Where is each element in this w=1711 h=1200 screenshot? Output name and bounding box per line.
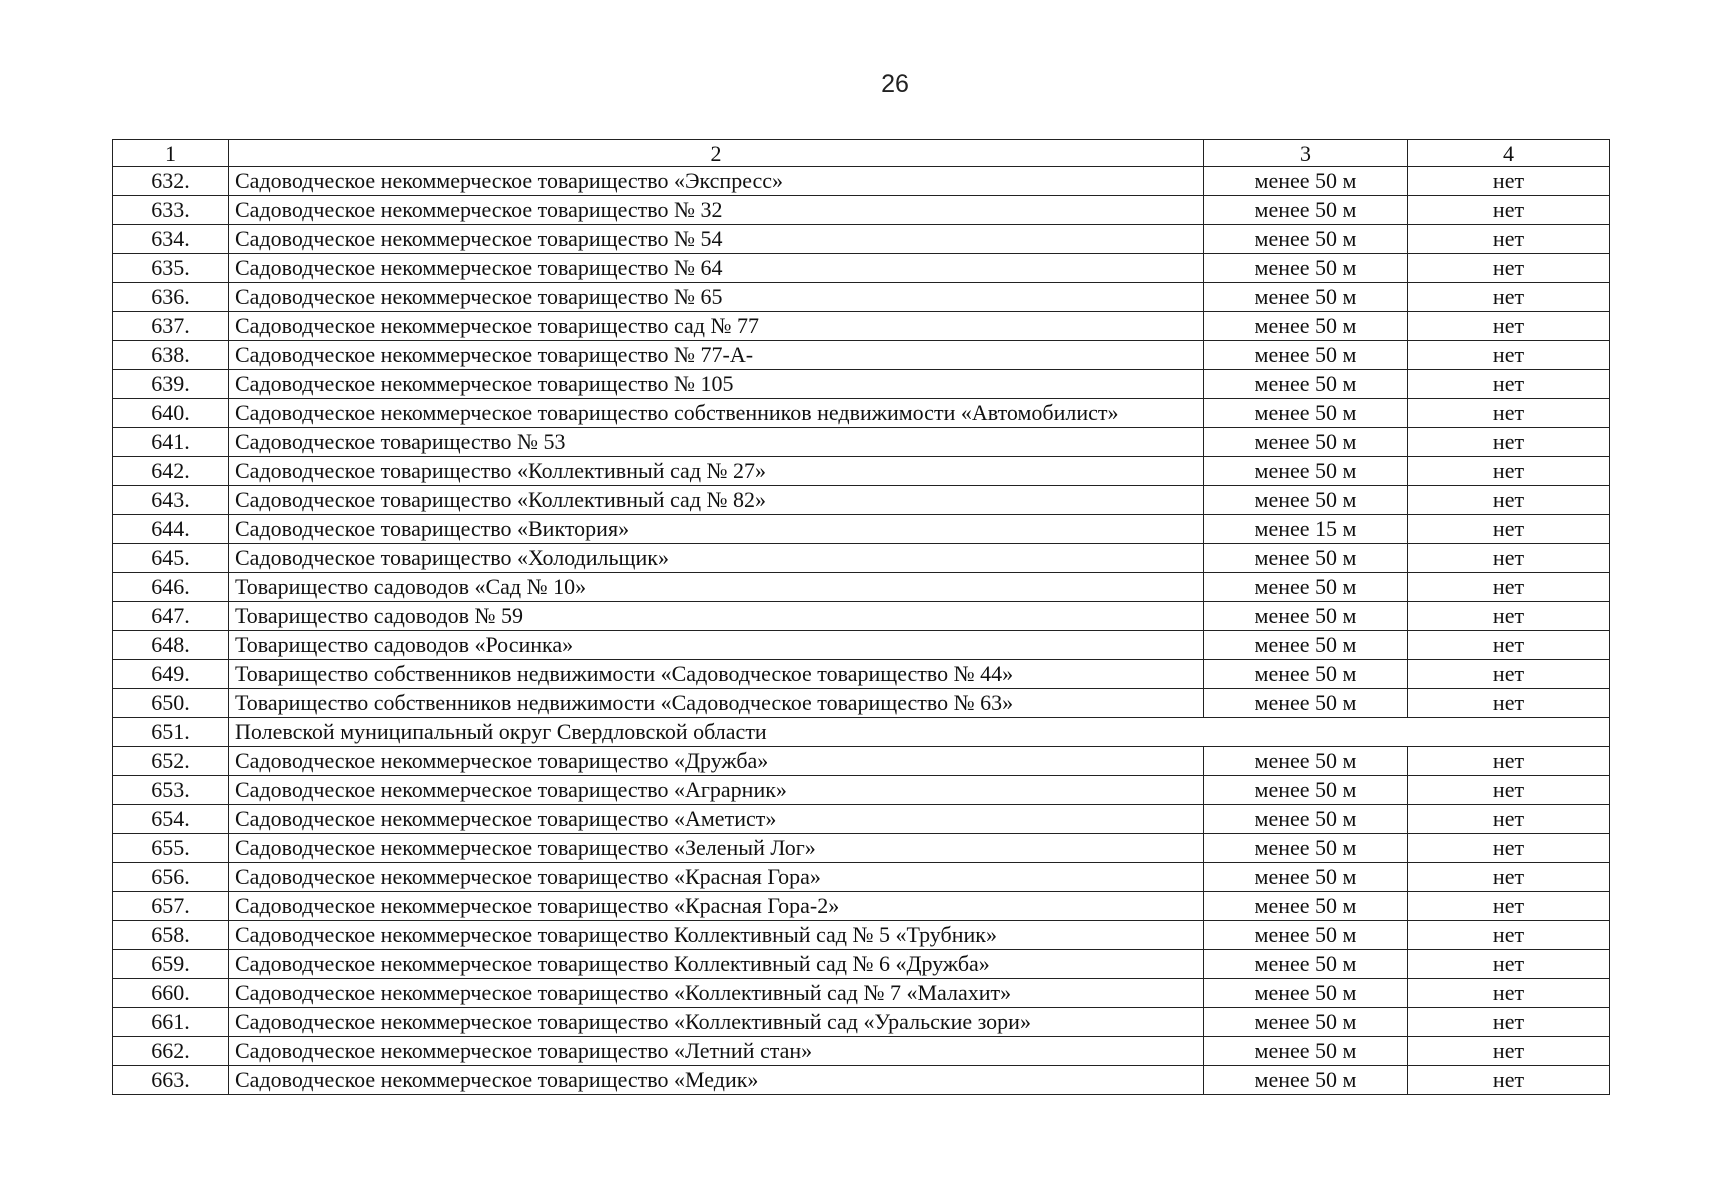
registry-table xyxy=(112,139,1610,1095)
table-row xyxy=(113,1037,1610,1066)
table-row xyxy=(113,747,1610,776)
distance-cell: менее 50 м xyxy=(1204,834,1408,863)
header-row xyxy=(113,140,1610,167)
flag-cell: нет xyxy=(1408,370,1610,399)
flag-cell: нет xyxy=(1408,196,1610,225)
distance-cell: менее 50 м xyxy=(1204,486,1408,515)
organization-name: Садоводческое некоммерческое товарищество «Медик» xyxy=(229,1066,1204,1095)
table-row xyxy=(113,341,1610,370)
distance-cell: менее 50 м xyxy=(1204,1008,1408,1037)
organization-name: Садоводческое некоммерческое товарищество «Аметист» xyxy=(229,805,1204,834)
organization-name: Садоводческое некоммерческое товарищество № 65 xyxy=(229,283,1204,312)
table-row xyxy=(113,515,1610,544)
row-number: 647. xyxy=(113,602,229,631)
row-number: 657. xyxy=(113,892,229,921)
organization-name: Садоводческое некоммерческое товарищество собственников недвижимости «Автомобилист» xyxy=(229,399,1204,428)
row-number: 644. xyxy=(113,515,229,544)
row-number: 639. xyxy=(113,370,229,399)
table-row xyxy=(113,573,1610,602)
table-row xyxy=(113,1066,1610,1095)
flag-cell: нет xyxy=(1408,283,1610,312)
row-number: 632. xyxy=(113,167,229,196)
row-number: 641. xyxy=(113,428,229,457)
distance-cell: менее 50 м xyxy=(1204,428,1408,457)
section-row xyxy=(113,718,1610,747)
organization-name: Садоводческое некоммерческое товарищество № 77-А- xyxy=(229,341,1204,370)
flag-cell: нет xyxy=(1408,254,1610,283)
organization-name: Садоводческое товарищество «Коллективный сад № 82» xyxy=(229,486,1204,515)
organization-name: Садоводческое товарищество «Коллективный сад № 27» xyxy=(229,457,1204,486)
table-row xyxy=(113,428,1610,457)
row-number: 655. xyxy=(113,834,229,863)
organization-name: Товарищество собственников недвижимости «Садоводческое товарищество № 44» xyxy=(229,660,1204,689)
organization-name: Садоводческое некоммерческое товарищество «Красная Гора» xyxy=(229,863,1204,892)
table-row xyxy=(113,1008,1610,1037)
organization-name: Садоводческое некоммерческое товарищество № 54 xyxy=(229,225,1204,254)
flag-cell: нет xyxy=(1408,602,1610,631)
distance-cell: менее 50 м xyxy=(1204,631,1408,660)
distance-cell: менее 50 м xyxy=(1204,863,1408,892)
distance-cell: менее 50 м xyxy=(1204,892,1408,921)
row-number: 636. xyxy=(113,283,229,312)
table-row xyxy=(113,805,1610,834)
flag-cell: нет xyxy=(1408,660,1610,689)
row-number: 660. xyxy=(113,979,229,1008)
row-number: 633. xyxy=(113,196,229,225)
distance-cell: менее 50 м xyxy=(1204,602,1408,631)
table-row xyxy=(113,863,1610,892)
flag-cell: нет xyxy=(1408,341,1610,370)
organization-name: Садоводческое некоммерческое товарищество Коллективный сад № 6 «Дружба» xyxy=(229,950,1204,979)
flag-cell: нет xyxy=(1408,834,1610,863)
flag-cell: нет xyxy=(1408,1008,1610,1037)
row-number: 643. xyxy=(113,486,229,515)
distance-cell: менее 50 м xyxy=(1204,1066,1408,1095)
row-number: 650. xyxy=(113,689,229,718)
table-row xyxy=(113,950,1610,979)
flag-cell: нет xyxy=(1408,399,1610,428)
table-body xyxy=(113,167,1610,1095)
section-title: Полевской муниципальный округ Свердловской области xyxy=(229,718,1610,747)
flag-cell: нет xyxy=(1408,631,1610,660)
flag-cell: нет xyxy=(1408,805,1610,834)
row-number: 649. xyxy=(113,660,229,689)
table-row xyxy=(113,892,1610,921)
organization-name: Товарищество садоводов «Росинка» xyxy=(229,631,1204,660)
distance-cell: менее 50 м xyxy=(1204,921,1408,950)
distance-cell: менее 50 м xyxy=(1204,950,1408,979)
organization-name: Садоводческое некоммерческое товарищество «Летний стан» xyxy=(229,1037,1204,1066)
table-row xyxy=(113,602,1610,631)
table-row xyxy=(113,776,1610,805)
row-number: 656. xyxy=(113,863,229,892)
table-row xyxy=(113,834,1610,863)
flag-cell: нет xyxy=(1408,573,1610,602)
distance-cell: менее 50 м xyxy=(1204,457,1408,486)
header-col-4: 4 xyxy=(1408,140,1610,167)
row-number: 651. xyxy=(113,718,229,747)
organization-name: Садоводческое некоммерческое товарищество «Аграрник» xyxy=(229,776,1204,805)
organization-name: Товарищество собственников недвижимости «Садоводческое товарищество № 63» xyxy=(229,689,1204,718)
header-col-2: 2 xyxy=(229,140,1204,167)
header-col-1: 1 xyxy=(113,140,229,167)
header-col-3: 3 xyxy=(1204,140,1408,167)
organization-name: Садоводческое товарищество «Холодильщик» xyxy=(229,544,1204,573)
organization-name: Садоводческое некоммерческое товарищество «Красная Гора-2» xyxy=(229,892,1204,921)
organization-name: Садоводческое товарищество «Виктория» xyxy=(229,515,1204,544)
distance-cell: менее 50 м xyxy=(1204,747,1408,776)
table-row xyxy=(113,544,1610,573)
page-number: 26 xyxy=(881,70,909,98)
table-row xyxy=(113,979,1610,1008)
flag-cell: нет xyxy=(1408,776,1610,805)
distance-cell: менее 50 м xyxy=(1204,776,1408,805)
row-number: 662. xyxy=(113,1037,229,1066)
distance-cell: менее 50 м xyxy=(1204,196,1408,225)
flag-cell: нет xyxy=(1408,167,1610,196)
row-number: 638. xyxy=(113,341,229,370)
organization-name: Садоводческое товарищество № 53 xyxy=(229,428,1204,457)
distance-cell: менее 50 м xyxy=(1204,225,1408,254)
row-number: 661. xyxy=(113,1008,229,1037)
table-row xyxy=(113,225,1610,254)
organization-name: Садоводческое некоммерческое товарищество № 32 xyxy=(229,196,1204,225)
organization-name: Садоводческое некоммерческое товарищество сад № 77 xyxy=(229,312,1204,341)
flag-cell: нет xyxy=(1408,950,1610,979)
table-row xyxy=(113,660,1610,689)
flag-cell: нет xyxy=(1408,544,1610,573)
distance-cell: менее 50 м xyxy=(1204,283,1408,312)
distance-cell: менее 50 м xyxy=(1204,660,1408,689)
table-row xyxy=(113,631,1610,660)
distance-cell: менее 50 м xyxy=(1204,979,1408,1008)
row-number: 658. xyxy=(113,921,229,950)
row-number: 635. xyxy=(113,254,229,283)
distance-cell: менее 50 м xyxy=(1204,341,1408,370)
distance-cell: менее 50 м xyxy=(1204,805,1408,834)
organization-name: Товарищество садоводов № 59 xyxy=(229,602,1204,631)
flag-cell: нет xyxy=(1408,863,1610,892)
row-number: 653. xyxy=(113,776,229,805)
organization-name: Садоводческое некоммерческое товарищество «Коллективный сад № 7 «Малахит» xyxy=(229,979,1204,1008)
row-number: 652. xyxy=(113,747,229,776)
distance-cell: менее 15 м xyxy=(1204,515,1408,544)
row-number: 645. xyxy=(113,544,229,573)
distance-cell: менее 50 м xyxy=(1204,370,1408,399)
table-row xyxy=(113,196,1610,225)
organization-name: Садоводческое некоммерческое товарищество «Зеленый Лог» xyxy=(229,834,1204,863)
table-row xyxy=(113,486,1610,515)
row-number: 659. xyxy=(113,950,229,979)
organization-name: Садоводческое некоммерческое товарищество № 64 xyxy=(229,254,1204,283)
distance-cell: менее 50 м xyxy=(1204,689,1408,718)
distance-cell: менее 50 м xyxy=(1204,544,1408,573)
table-row xyxy=(113,689,1610,718)
distance-cell: менее 50 м xyxy=(1204,573,1408,602)
flag-cell: нет xyxy=(1408,515,1610,544)
organization-name: Садоводческое некоммерческое товарищество «Дружба» xyxy=(229,747,1204,776)
flag-cell: нет xyxy=(1408,457,1610,486)
flag-cell: нет xyxy=(1408,428,1610,457)
row-number: 654. xyxy=(113,805,229,834)
table-row xyxy=(113,457,1610,486)
flag-cell: нет xyxy=(1408,312,1610,341)
flag-cell: нет xyxy=(1408,921,1610,950)
distance-cell: менее 50 м xyxy=(1204,1037,1408,1066)
flag-cell: нет xyxy=(1408,892,1610,921)
table-row xyxy=(113,283,1610,312)
flag-cell: нет xyxy=(1408,689,1610,718)
flag-cell: нет xyxy=(1408,486,1610,515)
row-number: 663. xyxy=(113,1066,229,1095)
distance-cell: менее 50 м xyxy=(1204,167,1408,196)
distance-cell: менее 50 м xyxy=(1204,399,1408,428)
table-row xyxy=(113,167,1610,196)
row-number: 640. xyxy=(113,399,229,428)
flag-cell: нет xyxy=(1408,1066,1610,1095)
table-row xyxy=(113,921,1610,950)
row-number: 634. xyxy=(113,225,229,254)
row-number: 646. xyxy=(113,573,229,602)
organization-name: Садоводческое некоммерческое товарищество № 105 xyxy=(229,370,1204,399)
flag-cell: нет xyxy=(1408,979,1610,1008)
organization-name: Товарищество садоводов «Сад № 10» xyxy=(229,573,1204,602)
row-number: 637. xyxy=(113,312,229,341)
flag-cell: нет xyxy=(1408,1037,1610,1066)
organization-name: Садоводческое некоммерческое товарищество «Коллективный сад «Уральские зори» xyxy=(229,1008,1204,1037)
organization-name: Садоводческое некоммерческое товарищество «Экспресс» xyxy=(229,167,1204,196)
distance-cell: менее 50 м xyxy=(1204,312,1408,341)
row-number: 648. xyxy=(113,631,229,660)
distance-cell: менее 50 м xyxy=(1204,254,1408,283)
table-header xyxy=(113,140,1610,167)
flag-cell: нет xyxy=(1408,225,1610,254)
flag-cell: нет xyxy=(1408,747,1610,776)
table-row xyxy=(113,399,1610,428)
table-row xyxy=(113,254,1610,283)
table-row xyxy=(113,312,1610,341)
table-row xyxy=(113,370,1610,399)
row-number: 642. xyxy=(113,457,229,486)
organization-name: Садоводческое некоммерческое товарищество Коллективный сад № 5 «Трубник» xyxy=(229,921,1204,950)
